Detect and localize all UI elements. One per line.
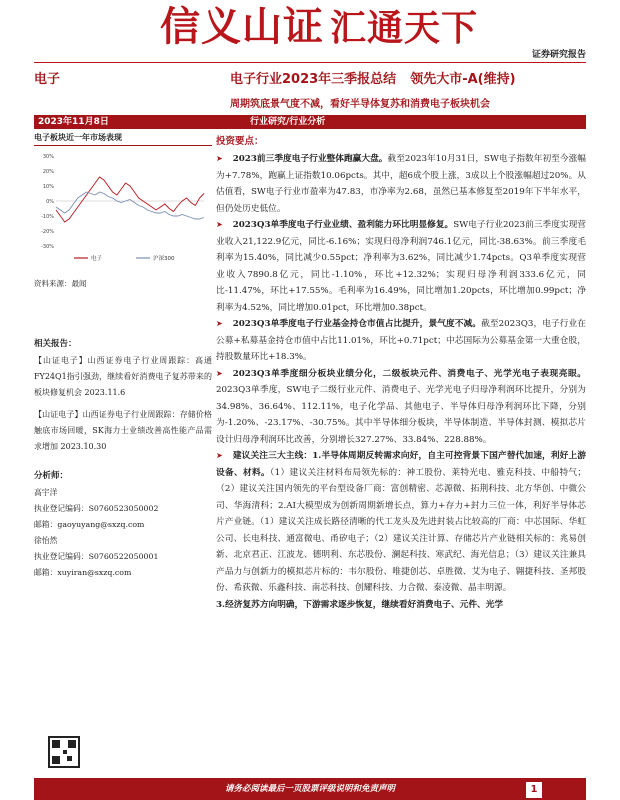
y-tick-label: 30% — [42, 154, 54, 160]
highlight-paragraph — [216, 366, 586, 449]
y-tick-label: 10% — [42, 184, 54, 190]
bullet-arrow-icon: ➤ — [216, 451, 223, 460]
bullet-arrow-icon: ➤ — [216, 154, 223, 163]
highlight-lead: 3.经济复苏方向明确，下游需求逐步恢复，继续看好消费电子、元件、光学 — [216, 599, 504, 610]
qr-code-icon — [48, 736, 80, 768]
highlight-text: SW电子行业2023前三季度实现营业收入21,122.9亿元，同比-6.16%；实现归母净利润746.1亿元，同比-38.63%。前三季度毛利率为15.40%，同比减少0.55pct；净利率为3.62%，同比减少1.74pcts。Q3单季度实现营业收入7890.8亿元，同比-1.10%，环比+12.32%；实现归母净利润333.6亿元，同比-11.47%，环比+17.55%。毛利率为16.49%，同比增加1.20pcts，环比增加0.99pct；净利率为4.52%，同比增加0.01pct，环比增加0.38pct。 — [216, 220, 586, 313]
y-tick-label: -30% — [41, 244, 54, 250]
highlight-text: 2023Q3单季度，SW电子二级行业元件、消费电子、光学光电子归母净利润环比提升，分别为34.98%、36.64%、112.11%，电子化学品、其他电子、半导体归母净利润环比下降，分别为-1.20%、-23.17%、-30.75%。其中半导体细分板块，半导体制造、半导体封测、模拟芯片设计归母净利润环比改善，分别增长327.27%、33.84%、228.88%。 — [216, 385, 586, 445]
header-divider — [34, 62, 586, 63]
chart-source: 资料来源：最闻 — [34, 279, 87, 288]
series-line-csi300 — [56, 192, 204, 219]
page-number: 1 — [526, 782, 542, 798]
report-type-label: 证券研究报告 — [531, 50, 586, 60]
highlight-paragraph — [216, 151, 586, 217]
chart-heading: 电子板块近一年市场表现 — [34, 132, 212, 146]
analyst-name: 高宇洋 — [34, 488, 58, 497]
related-heading: 相关报告： — [34, 339, 77, 349]
related-report-1[interactable]: 【山证电子】山西证券电子行业周跟踪：高通FY24Q1指引强劲，继续看好消费电子复苏带来的板块修复机会 2023.11.6 — [34, 356, 212, 397]
bullet-arrow-icon: ➤ — [216, 319, 223, 328]
highlight-paragraph — [216, 217, 586, 316]
highlight-lead: 建议关注三大主线：1.半导体周期反转需求向好，自主可控背景下国产替代加速，利好上游设备、材料。 — [216, 451, 586, 478]
date-bar — [34, 115, 586, 129]
highlight-lead: 2023Q3单季度电子行业业绩、盈利能力环比明显修复。 — [232, 220, 454, 230]
market-performance-chart — [34, 150, 212, 268]
disclaimer-footer[interactable]: 请务必阅读最后一页股票评级说明和免责声明 — [34, 778, 586, 800]
bullet-arrow-icon: ➤ — [216, 368, 223, 378]
report-date: 2023年11月8日 — [38, 117, 109, 127]
highlight-paragraph — [216, 597, 586, 614]
highlight-paragraph — [216, 448, 586, 597]
y-tick-label: -20% — [41, 229, 54, 235]
rating-label: 领先大市-A(维持) — [410, 72, 516, 87]
title-text: 电子行业2023年三季报总结 — [230, 72, 397, 87]
analyst-email[interactable]: 邮箱：gaoyuyang@sxzq.com — [34, 520, 145, 529]
related-report-2[interactable]: 【山证电子】山西证券电子行业周跟踪：存储价格触底市场回暖，SK海力士业绩改善高性能产品需求增加 2023.10.30 — [34, 410, 212, 451]
y-tick-label: 0% — [46, 199, 54, 205]
report-category: 行业研究/行业分析 — [250, 117, 326, 127]
investment-heading: 投资要点： — [216, 136, 264, 147]
y-tick-label: -10% — [41, 214, 54, 220]
analyst-email[interactable]: 邮箱：xuyiran@sxzq.com — [34, 568, 132, 577]
y-tick-label: 20% — [42, 169, 54, 175]
highlight-lead: 2023Q3单季度细分板块业绩分化，二级板块元件、消费电子、光学光电子表现亮眼。 — [232, 368, 586, 379]
bullet-arrow-icon: ➤ — [216, 220, 223, 229]
highlight-text: （1）建议关注材料布局领先标的：神工股份、莱特光电、雅克科技、中船特气；（2）建议关注国内领先的平台型设备厂商：富创精密、芯源微、拓荆科技、北方华创、中微公司、华海清科；2.AI大模型成为创新周期新增长点，算力+存力+封力三位一体，利好半导体芯片产业链。（1）建议关注成长路径清晰的代工龙头及先进封装占比较高的厂商：中芯国际、华虹公司、长电科技、通富微电、甬矽电子；（2）建议关注计算、存储芯片产业链相关标的：兆易创新、北京君正、江波龙、德明利、东芯股份、澜起科技、寒武纪、海光信息；（3）建议关注兼具产品力与创新力的模拟芯片标的：韦尔股份、唯捷创芯、卓胜微、艾为电子、翱捷科技、圣邦股份、希荻微、乐鑫科技、南芯科技、创耀科技、力合微、泰凌微、晶丰明源。 — [216, 467, 587, 593]
sidebar — [34, 132, 212, 581]
legend-label: 电子 — [91, 256, 103, 262]
report-subtitle: 周期筑底景气度不减，看好半导体复苏和消费电子板块机会 — [230, 99, 490, 110]
highlight-text: 截至2023年10月31日，SW电子指数年初至今涨幅为+7.78%，跑赢上证指数10.06pcts。其中，超6成个股上涨，3成以上个股涨幅超过20%。从估值看，SW电子行业市盈率为47.83，市净率为2.68，虽然已基本修复至2019年下半年水平，但仍处历史低位。 — [216, 154, 586, 214]
brand-logo — [160, 0, 479, 54]
analyst-name: 徐怡然 — [34, 536, 58, 545]
highlight-text: 截至2023Q3，电子行业在公募+私募基金持仓市值中占比11.01%，环比+0.71pct；中芯国际为公募基金第一大重仓股，持股数量环比+18.3%。 — [216, 319, 586, 362]
analyst-cert: 执业登记编码：S0760523050002 — [34, 504, 159, 513]
brand-slogan-part1: 信义山证 — [160, 4, 324, 50]
investment-highlights — [216, 133, 586, 613]
highlight-paragraph — [216, 316, 586, 366]
legend-label: 沪深300 — [153, 256, 175, 262]
highlight-lead: 2023Q3单季度电子行业基金持仓市值占比提升，景气度不减。 — [232, 319, 482, 329]
brand-slogan-part2: 汇通天下 — [330, 8, 479, 49]
highlight-lead: 2023前三季度电子行业整体跑赢大盘。 — [232, 154, 388, 164]
report-title — [230, 68, 516, 87]
analyst-cert: 执业登记编码：S0760522050001 — [34, 552, 159, 561]
analyst-heading: 分析师： — [34, 471, 69, 481]
sector-label: 电子 — [34, 72, 61, 87]
